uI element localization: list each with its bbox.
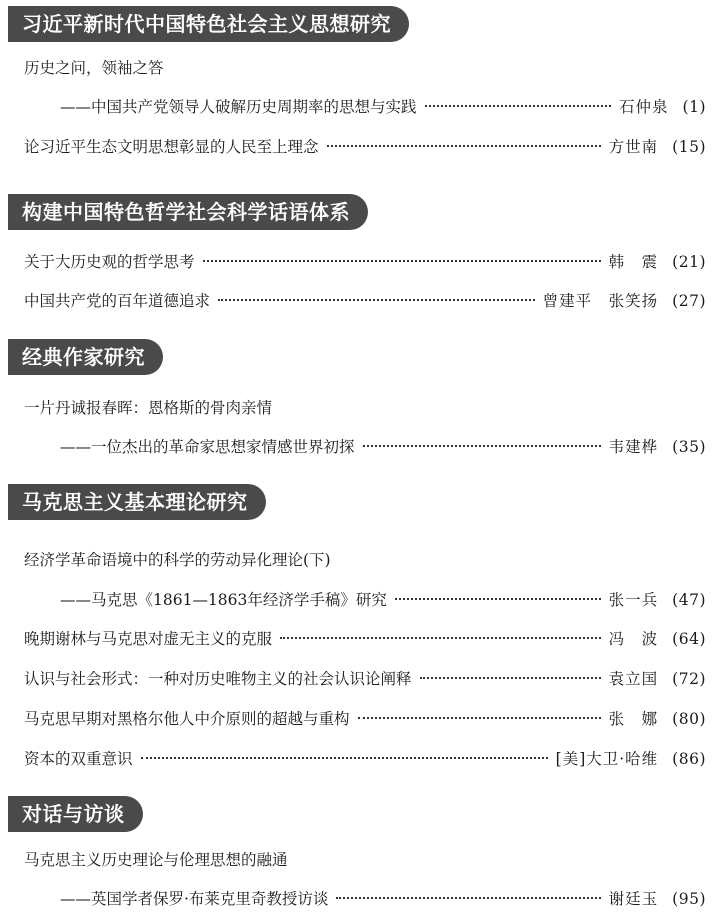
section-heading: 构建中国特色哲学社会科学话语体系	[8, 194, 368, 230]
toc-entry[interactable]	[24, 666, 706, 692]
entry-page: (86)	[672, 750, 706, 768]
entry-author: 张一兵	[608, 591, 659, 609]
entry-page: (64)	[672, 630, 706, 648]
entry-page: (95)	[672, 890, 706, 908]
dot-leader	[358, 717, 601, 719]
entry-author: 韩 震	[608, 253, 659, 271]
entry-title: 论习近平生态文明思想彰显的人民至上理念	[24, 138, 319, 156]
entry-title: 历史之问，领袖之答	[24, 59, 164, 77]
entry-author: 曾建平 张笑扬	[542, 292, 659, 310]
entry-title: 马克思早期对黑格尔他人中介原则的超越与重构	[24, 710, 350, 728]
entry-author: 韦建桦	[608, 438, 659, 456]
entry-title: 经济学革命语境中的科学的劳动异化理论(下)	[24, 551, 331, 569]
toc-entry[interactable]	[24, 626, 706, 652]
toc-entry[interactable]	[24, 55, 164, 81]
section-heading: 马克思主义基本理论研究	[8, 484, 266, 520]
entry-page: (47)	[672, 591, 706, 609]
entry-page: (72)	[672, 670, 706, 688]
entry-subtitle: ——马克思《1861—1863年经济学手稿》研究	[60, 591, 387, 609]
dot-leader	[203, 260, 601, 262]
entry-author: 谢廷玉	[608, 890, 659, 908]
toc-entry[interactable]	[24, 547, 331, 573]
toc-entry[interactable]	[24, 746, 706, 772]
entry-title: 马克思主义历史理论与伦理思想的融通	[24, 851, 288, 869]
toc-entry[interactable]	[24, 706, 706, 732]
toc-entry[interactable]	[60, 434, 706, 460]
toc-entry[interactable]	[24, 134, 706, 160]
toc-entry[interactable]	[24, 249, 706, 275]
toc-entry[interactable]	[24, 847, 288, 873]
dot-leader	[425, 105, 612, 107]
entry-title: 晚期谢林与马克思对虚无主义的克服	[24, 630, 273, 648]
entry-subtitle: ——一位杰出的革命家思想家情感世界初探	[60, 438, 355, 456]
entry-title: 一片丹诚报春晖：恩格斯的骨肉亲情	[24, 399, 273, 417]
entry-subtitle: ——英国学者保罗·布莱克里奇教授访谈	[60, 890, 329, 908]
section-heading: 经典作家研究	[8, 339, 163, 375]
dot-leader	[395, 598, 601, 600]
entry-title: 中国共产党的百年道德追求	[24, 292, 211, 310]
toc-entry[interactable]	[24, 395, 272, 421]
toc-entry[interactable]	[24, 288, 706, 314]
dot-leader	[280, 637, 601, 639]
dot-leader	[327, 145, 601, 147]
dot-leader	[141, 757, 548, 759]
toc-entry[interactable]	[60, 587, 706, 613]
entry-author: 石仲泉	[619, 98, 669, 116]
section-heading: 对话与访谈	[8, 796, 143, 832]
entry-page: (80)	[672, 710, 706, 728]
dot-leader	[336, 897, 600, 899]
dot-leader	[218, 299, 535, 301]
entry-author: 方世南	[608, 138, 659, 156]
entry-page: (27)	[672, 292, 706, 310]
section-heading: 习近平新时代中国特色社会主义思想研究	[8, 6, 409, 42]
dot-leader	[363, 445, 601, 447]
entry-page: (21)	[672, 253, 706, 271]
dot-leader	[420, 677, 601, 679]
entry-author: [美]大卫·哈维	[555, 750, 659, 768]
toc-entry[interactable]	[60, 94, 706, 120]
entry-subtitle: ——中国共产党领导人破解历史周期率的思想与实践	[60, 98, 417, 116]
entry-title: 关于大历史观的哲学思考	[24, 253, 195, 271]
toc-entry[interactable]	[60, 886, 706, 912]
entry-title: 资本的双重意识	[24, 750, 133, 768]
entry-author: 张 娜	[608, 710, 659, 728]
entry-page: (1)	[682, 98, 706, 116]
entry-author: 袁立国	[608, 670, 659, 688]
entry-author: 冯 波	[608, 630, 659, 648]
entry-page: (15)	[672, 138, 706, 156]
entry-title: 认识与社会形式：一种对历史唯物主义的社会认识论阐释	[24, 670, 412, 688]
entry-page: (35)	[672, 438, 706, 456]
